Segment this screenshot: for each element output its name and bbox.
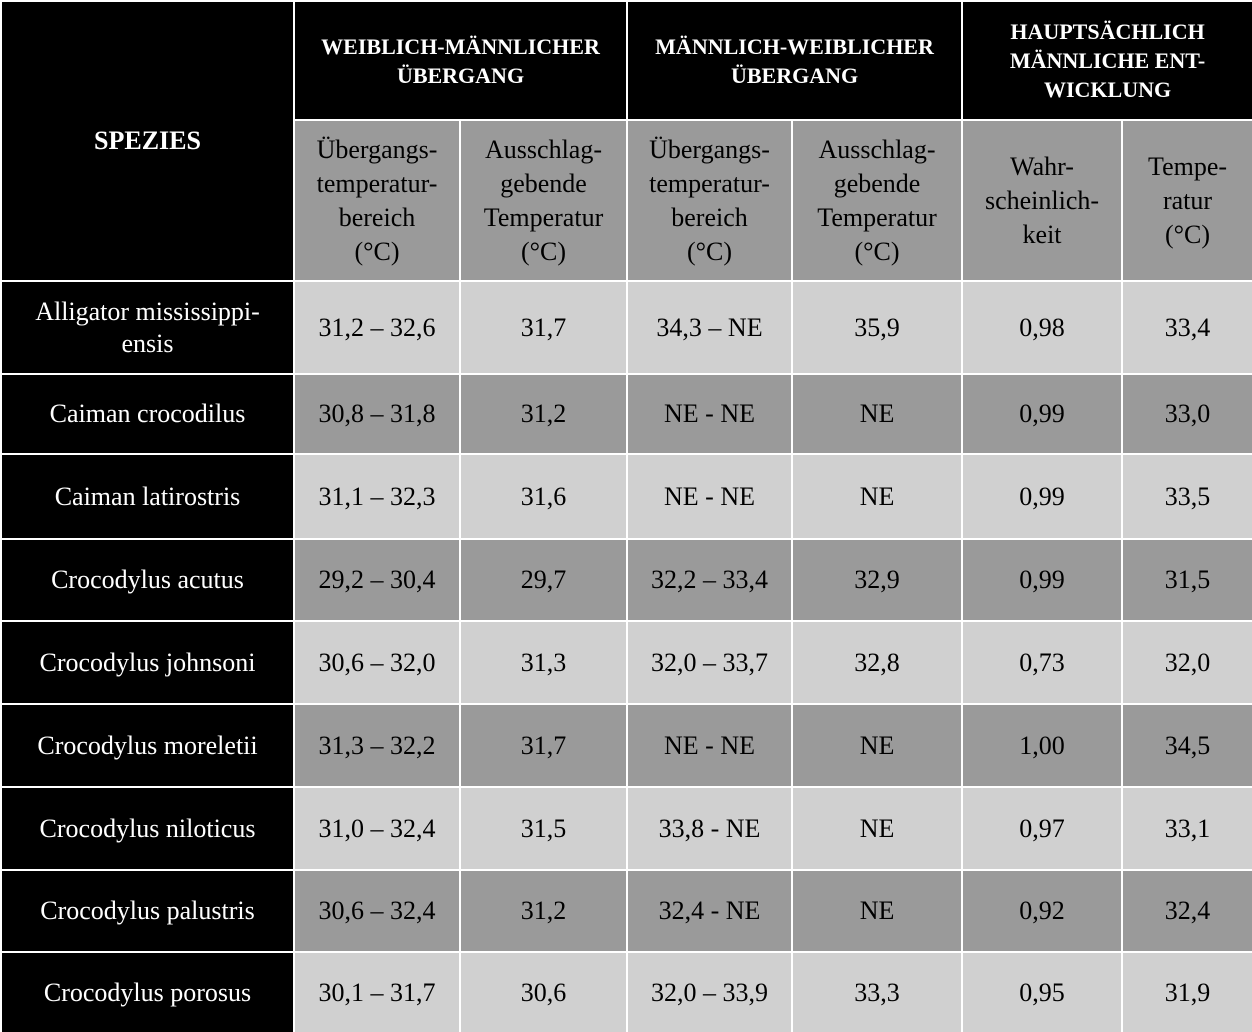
table-row (1, 374, 1252, 454)
value-cell: 30,6 – 32,0 (294, 621, 460, 704)
species-name: Alligator mississippi- ensis (1, 281, 294, 374)
subheader-temperature: Tempe- ratur (°C) (1122, 120, 1252, 281)
value-cell: 33,5 (1122, 454, 1252, 539)
species-name: Crocodylus acutus (1, 539, 294, 621)
value-cell: 0,73 (962, 621, 1122, 704)
value-cell: 31,7 (460, 704, 627, 787)
value-cell: 31,2 (460, 870, 627, 952)
subheader-mf-pivotal: Ausschlag- gebende Temperatur (°C) (792, 120, 962, 281)
value-cell: 32,0 – 33,7 (627, 621, 792, 704)
value-cell: NE - NE (627, 454, 792, 539)
value-cell: NE (792, 704, 962, 787)
value-cell: 33,3 (792, 952, 962, 1032)
value-cell: 31,9 (1122, 952, 1252, 1032)
value-cell: 0,98 (962, 281, 1122, 374)
value-cell: 30,1 – 31,7 (294, 952, 460, 1032)
value-cell: 31,3 (460, 621, 627, 704)
value-cell: 33,0 (1122, 374, 1252, 454)
value-cell: 31,3 – 32,2 (294, 704, 460, 787)
value-cell: 32,9 (792, 539, 962, 621)
value-cell: 32,2 – 33,4 (627, 539, 792, 621)
value-cell: NE (792, 787, 962, 870)
species-name: Caiman latirostris (1, 454, 294, 539)
value-cell: 0,95 (962, 952, 1122, 1032)
value-cell: 30,6 (460, 952, 627, 1032)
value-cell: 31,1 – 32,3 (294, 454, 460, 539)
value-cell: 33,1 (1122, 787, 1252, 870)
subheader-fm-pivotal: Ausschlag- gebende Temperatur (°C) (460, 120, 627, 281)
value-cell: NE - NE (627, 704, 792, 787)
value-cell: NE (792, 454, 962, 539)
value-cell: 31,2 – 32,6 (294, 281, 460, 374)
subheader-mf-range: Übergangs- temperatur- bereich (°C) (627, 120, 792, 281)
value-cell: 0,92 (962, 870, 1122, 952)
table-row (1, 704, 1252, 787)
value-cell: 1,00 (962, 704, 1122, 787)
value-cell: 31,2 (460, 374, 627, 454)
value-cell: 0,97 (962, 787, 1122, 870)
value-cell: 32,4 (1122, 870, 1252, 952)
value-cell: 34,5 (1122, 704, 1252, 787)
group-header-male-female: MÄNNLICH-WEIBLICHER ÜBERGANG (627, 1, 962, 120)
subheader-probability: Wahr- scheinlich- keit (962, 120, 1122, 281)
value-cell: 31,0 – 32,4 (294, 787, 460, 870)
value-cell: 29,2 – 30,4 (294, 539, 460, 621)
species-name: Caiman crocodilus (1, 374, 294, 454)
species-name: Crocodylus porosus (1, 952, 294, 1032)
value-cell: 35,9 (792, 281, 962, 374)
value-cell: 32,8 (792, 621, 962, 704)
value-cell: 31,7 (460, 281, 627, 374)
group-header-mainly-male: HAUPTSÄCHLICH MÄNNLICHE ENT- WICKLUNG (962, 1, 1252, 120)
value-cell: 32,4 - NE (627, 870, 792, 952)
species-name: Crocodylus johnsoni (1, 621, 294, 704)
value-cell: 29,7 (460, 539, 627, 621)
subheader-fm-range: Übergangs- temperatur- bereich (°C) (294, 120, 460, 281)
value-cell: 32,0 – 33,9 (627, 952, 792, 1032)
table-row (1, 539, 1252, 621)
group-header-row (1, 1, 1252, 120)
value-cell: 33,8 - NE (627, 787, 792, 870)
value-cell: 32,0 (1122, 621, 1252, 704)
species-name: Crocodylus moreletii (1, 704, 294, 787)
table-row (1, 952, 1252, 1032)
value-cell: 31,5 (460, 787, 627, 870)
value-cell: 31,6 (460, 454, 627, 539)
group-header-female-male: WEIBLICH-MÄNNLICHER ÜBERGANG (294, 1, 627, 120)
value-cell: 0,99 (962, 454, 1122, 539)
value-cell: 31,5 (1122, 539, 1252, 621)
value-cell: 0,99 (962, 374, 1122, 454)
value-cell: NE (792, 870, 962, 952)
table-row (1, 787, 1252, 870)
value-cell: NE (792, 374, 962, 454)
table-row (1, 281, 1252, 374)
species-name: Crocodylus palustris (1, 870, 294, 952)
table-row (1, 870, 1252, 952)
value-cell: 34,3 – NE (627, 281, 792, 374)
value-cell: 30,6 – 32,4 (294, 870, 460, 952)
table-row (1, 454, 1252, 539)
species-column-header: SPEZIES (1, 1, 294, 281)
value-cell: 30,8 – 31,8 (294, 374, 460, 454)
value-cell: 33,4 (1122, 281, 1252, 374)
value-cell: NE - NE (627, 374, 792, 454)
table-row (1, 621, 1252, 704)
value-cell: 0,99 (962, 539, 1122, 621)
species-name: Crocodylus niloticus (1, 787, 294, 870)
